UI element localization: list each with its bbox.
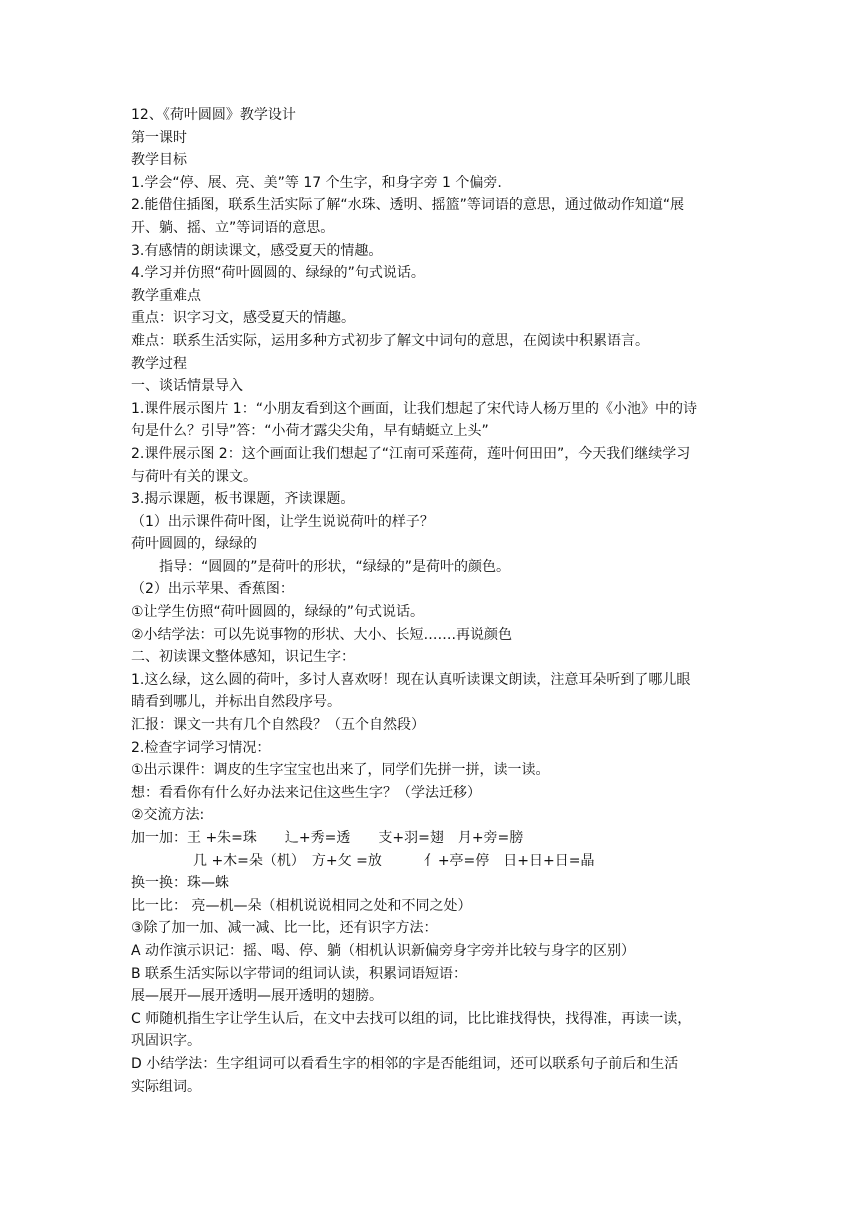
section-heading: 教学过程 xyxy=(131,355,187,372)
paragraph-line: 2.能借住插图，联系生活实际了解“水珠、透明、摇篮”等词语的意思，通过做动作知道“展 xyxy=(131,197,685,214)
section-heading: 教学目标 xyxy=(131,152,187,169)
paragraph-line: 汇报：课文一共有几个自然段？（五个自然段） xyxy=(131,717,425,734)
paragraph-line: D 小结学法：生字组词可以看看生字的相邻的字是否能组词，还可以联系句子前后和生活 xyxy=(131,1055,679,1072)
paragraph-line: B 联系生活实际以字带词的组词认读，积累词语短语： xyxy=(131,965,468,982)
paragraph-line: 荷叶圆圆的，绿绿的 xyxy=(131,536,257,553)
paragraph-line: ①让学生仿照“荷叶圆圆的，绿绿的”句式说话。 xyxy=(131,604,425,621)
paragraph-line: 4.学习并仿照“荷叶圆圆的、绿绿的”句式说话。 xyxy=(131,265,425,282)
paragraph-line: 展—展开—展开透明—展开透明的翅膀。 xyxy=(131,988,383,1005)
section-heading: 一、谈话情景导入 xyxy=(131,378,243,395)
paragraph-line: 1.课件展示图片 1：“小朋友看到这个画面，让我们想起了宋代诗人杨万里的《小池》中的诗 xyxy=(131,400,697,417)
paragraph-line: 1.学会“停、展、亮、美”等 17 个生字，和身字旁 1 个偏旁. xyxy=(131,174,502,191)
paragraph-line: 1.这么绿，这么圆的荷叶，多讨人喜欢呀！现在认真听读课文朗读，注意耳朵听到了哪儿眼 xyxy=(131,671,691,688)
lesson-period: 第一课时 xyxy=(131,129,187,146)
paragraph-line: 2.课件展示图 2：这个画面让我们想起了“江南可采莲荷，莲叶何田田”，今天我们继续学习 xyxy=(131,445,691,462)
paragraph-line: ②小结学法：可以先说事物的形状、大小、长短…….再说颜色 xyxy=(131,626,512,643)
paragraph-line: 重点：识字习文，感受夏天的情趣。 xyxy=(131,310,355,327)
paragraph-line: 换一换：珠—蛛 xyxy=(131,875,229,892)
paragraph-line: ①出示课件：调皮的生字宝宝也出来了，同学们先拼一拼，读一读。 xyxy=(131,762,550,779)
paragraph-line: （1）出示课件荷叶图，让学生说说荷叶的样子？ xyxy=(131,513,434,530)
paragraph-line: A 动作演示识记：摇、喝、停、躺（相机认识新偏旁身字旁并比较与身字的区别） xyxy=(131,942,636,959)
paragraph-line: 加一加：王 +朱=珠 ⻌+秀=透 支+羽=翅 月+旁=膀 xyxy=(131,830,524,846)
paragraph-line: ②交流方法: xyxy=(131,807,205,824)
paragraph-line: 开、躺、摇、立”等词语的意思。 xyxy=(131,219,335,236)
paragraph-line: 3.有感情的朗读课文，感受夏天的情趣。 xyxy=(131,242,383,259)
section-heading: 二、初读课文整体感知，识记生字： xyxy=(131,649,355,666)
paragraph-line: 想：看看你有什么好办法来记住这些生字？（学法迁移） xyxy=(131,784,481,801)
paragraph-line: 指导：“圆圆的”是荷叶的形状，“绿绿的”是荷叶的颜色。 xyxy=(159,558,511,575)
paragraph-line: 句是什么？引导”答：“小荷才露尖尖角，早有蜻蜓立上头” xyxy=(131,423,489,440)
paragraph-line: 几 +木=朵（机） 方+攵 =放 亻+亭=停 日+日+日=晶 xyxy=(193,852,595,869)
paragraph-line: 巩固识字。 xyxy=(131,1033,201,1050)
paragraph-line: 睛看到哪儿，并标出自然段序号。 xyxy=(131,694,341,711)
paragraph-line: 比一比： 亮—机—朵（相机说说相同之处和不同之处） xyxy=(131,897,472,914)
document-title: 12、《荷叶圆圆》教学设计 xyxy=(131,107,296,123)
paragraph-line: ③除了加一加、减一减、比一比，还有识字方法： xyxy=(131,920,438,937)
paragraph-line: 2.检查字词学习情况： xyxy=(131,739,271,756)
paragraph-line: C 师随机指生字让学生认后，在文中去找可以组的词，比比谁找得快，找得准，再读一读， xyxy=(131,1010,692,1027)
paragraph-line: 3.揭示课题，板书课题，齐读课题。 xyxy=(131,491,355,508)
paragraph-line: 难点：联系生活实际，运用多种方式初步了解文中词句的意思，在阅读中积累语言。 xyxy=(131,332,649,349)
paragraph-line: 实际组词。 xyxy=(131,1078,201,1095)
paragraph-line: （2）出示苹果、香蕉图： xyxy=(131,581,294,598)
document-body xyxy=(131,104,731,1098)
paragraph-line: 与荷叶有关的课文。 xyxy=(131,468,257,485)
section-heading: 教学重难点 xyxy=(131,287,201,304)
